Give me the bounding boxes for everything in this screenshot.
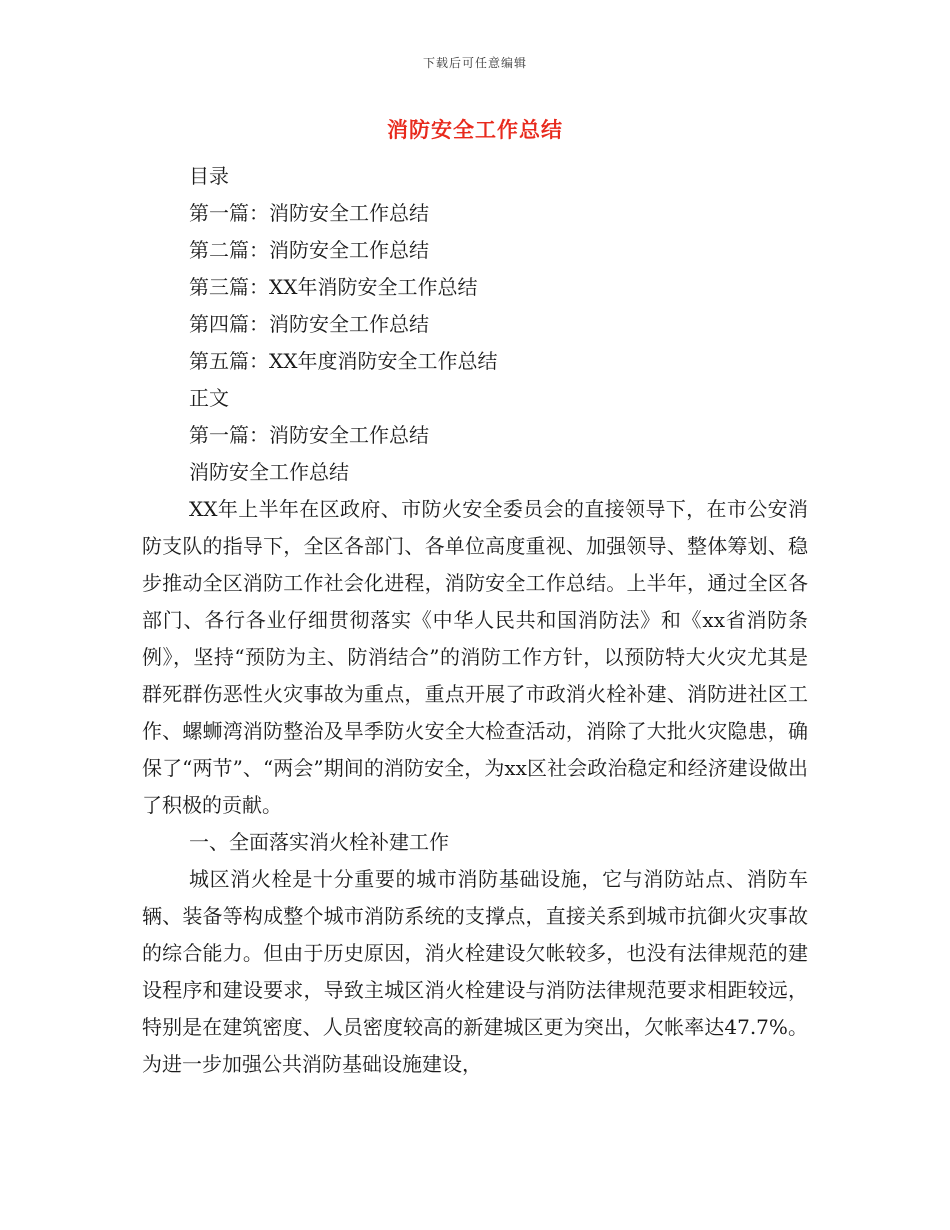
toc-item-1: 第一篇：消防安全工作总结 (189, 201, 429, 225)
article-title: 消防安全工作总结 (189, 460, 349, 484)
header-note: 下载后可任意编辑 (422, 56, 527, 70)
body-heading: 正文 (189, 386, 229, 410)
toc-heading: 目录 (189, 164, 229, 188)
paragraph-2: 城区消火栓是十分重要的城市消防基础设施，它与消防站点、消防车辆、装备等构成整个城市消防系统的支撑点，直接关系到城市抗御火灾事故的综合能力。但由于历史原因，消火栓建设欠帐较多，也没有法律规范的建设程序和建设要求，导致主城区消火栓建设与消防法律规范要求相距较远，特别是在建筑密度、人员密度较高的新建城区更为突出，欠帐率达47.7%。为进一步加强公共消防基础设施建设， (142, 867, 808, 1076)
paragraph-1: XX年上半年在区政府、市防火安全委员会的直接领导下，在市公安消防支队的指导下，全区各部门、各单位高度重视、加强领导、整体筹划、稳步推动全区消防工作社会化进程，消防安全工作总结。上半年，通过全区各部门、各行各业仔细贯彻落实《中华人民共和国消防法》和《xx省消防条例》，坚持“预防为主、防消结合”的消防工作方针，以预防特大火灾尤其是群死群伤恶性火灾事故为重点，重点开展了市政消火栓补建、消防进社区工作、螺蛳湾消防整治及旱季防火安全大检查活动，消除了大批火灾隐患，确保了“两节”、“两会”期间的消防安全，为xx区社会政治稳定和经济建设做出了积极的贡献。 (142, 497, 808, 817)
toc-item-2: 第二篇：消防安全工作总结 (189, 238, 429, 262)
document-title: 消防安全工作总结 (387, 117, 563, 142)
document-body (142, 158, 808, 1083)
toc-item-5: 第五篇：XX年度消防安全工作总结 (189, 349, 498, 373)
toc-item-3: 第三篇：XX年消防安全工作总结 (189, 275, 478, 299)
part-title: 第一篇：消防安全工作总结 (189, 423, 429, 447)
section-1-heading: 一、全面落实消火栓补建工作 (189, 830, 449, 854)
toc-item-4: 第四篇：消防安全工作总结 (189, 312, 429, 336)
